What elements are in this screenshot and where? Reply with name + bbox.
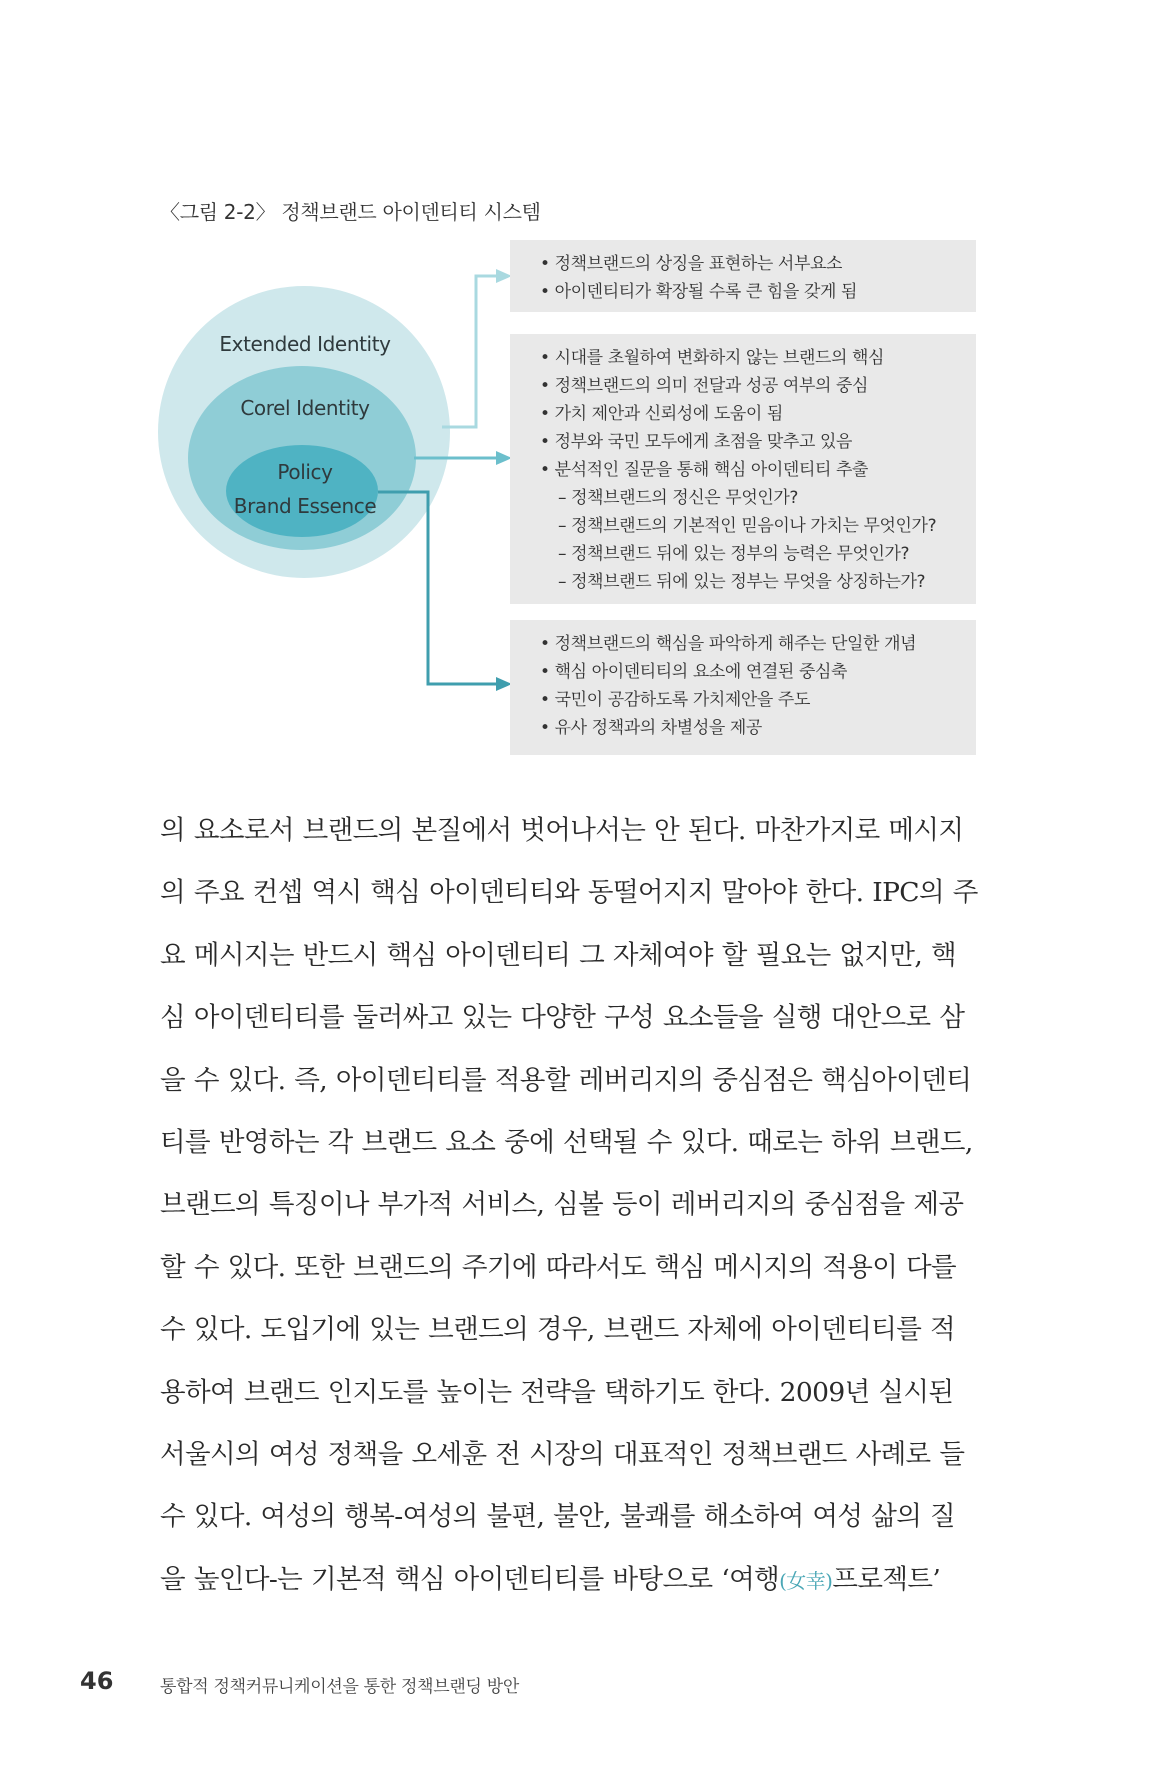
body-line: 의 요소로서 브랜드의 본질에서 벗어나서는 안 된다. 마찬가지로 메시지 (160, 815, 964, 846)
brand-essence-list (540, 630, 962, 742)
list-item: • 정책브랜드의 핵심을 파악하게 해주는 단일한 개념 (540, 634, 917, 654)
extended-identity-box (510, 240, 976, 312)
list-item: • 시대를 초월하여 변화하지 않는 브랜드의 핵심 (540, 348, 885, 368)
list-item: • 정부와 국민 모두에게 초점을 맞추고 있음 (540, 432, 853, 452)
body-line: 심 아이덴티티를 둘러싸고 있는 다양한 구성 요소들을 실행 대안으로 삼 (160, 1002, 965, 1034)
list-item: • 정책브랜드의 의미 전달과 성공 여부의 중심 (540, 376, 869, 396)
body-line: 을 수 있다. 즉, 아이덴티티를 적용할 레버리지의 중심점은 핵심아이덴티 (160, 1064, 972, 1096)
list-item: • 정책브랜드의 상징을 표현하는 서부요소 (540, 254, 843, 274)
list-item: • 핵심 아이덴티티의 요소에 연결된 중심축 (540, 662, 848, 682)
brand-essence-box (510, 620, 976, 755)
list-item: • 분석적인 질문을 통해 핵심 아이덴티티 추출 (540, 460, 869, 480)
brand-essence-label-line1: Policy (277, 460, 333, 484)
figure-caption: 〈그림 2-2〉 정책브랜드 아이덴티티 시스템 (160, 200, 541, 224)
list-item: • 국민이 공감하도록 가치제안을 주도 (540, 690, 810, 710)
body-line: 서울시의 여성 정책을 오세훈 전 시장의 대표적인 정책브랜드 사례로 들 (160, 1439, 965, 1471)
body-line: 용하여 브랜드 인지도를 높이는 전략을 택하기도 한다. 2009년 실시된 (160, 1376, 954, 1408)
core-identity-label: Corel Identity (240, 396, 370, 420)
page-number: 46 (80, 1667, 114, 1695)
brand-essence-label-line2: Brand Essence (233, 494, 377, 518)
body-paragraph (160, 800, 980, 1612)
list-sub-item: – 정책브랜드 뒤에 있는 정부는 무엇을 상징하는가? (558, 572, 926, 592)
list-sub-item: – 정책브랜드의 기본적인 믿음이나 가치는 무엇인가? (558, 516, 937, 536)
list-sub-item: – 정책브랜드의 정신은 무엇인가? (558, 488, 799, 508)
body-line: 할 수 있다. 또한 브랜드의 주기에 따라서도 핵심 메시지의 적용이 다를 (160, 1251, 957, 1283)
body-line: 수 있다. 여성의 행복-여성의 불편, 불안, 불쾌를 해소하여 여성 삶의 질 (160, 1501, 956, 1533)
list-sub-item: – 정책브랜드 뒤에 있는 정부의 능력은 무엇인가? (558, 544, 910, 564)
connector-extended (442, 276, 496, 427)
hanja-annotation: (女幸) (779, 1568, 833, 1593)
running-footer-title: 통합적 정책커뮤니케이션을 통한 정책브랜딩 방안 (160, 1677, 519, 1697)
body-line: 의 주요 컨셉 역시 핵심 아이덴티티와 동떨어지지 말아야 한다. IPC의 주 (160, 877, 978, 909)
core-identity-list (540, 344, 962, 596)
body-text-segment: 을 높인다-는 기본적 핵심 아이덴티티를 바탕으로 ‘여행 (160, 1563, 780, 1595)
list-item: • 가치 제안과 신뢰성에 도움이 됨 (540, 404, 783, 424)
body-line: 티를 반영하는 각 브랜드 요소 중에 선택될 수 있다. 때로는 하위 브랜드, (160, 1127, 973, 1159)
list-item: • 유사 정책과의 차별성을 제공 (540, 718, 762, 738)
extended-identity-label: Extended Identity (219, 332, 391, 356)
body-text-segment: 프로젝트’ (832, 1563, 941, 1595)
body-line: 브랜드의 특징이나 부가적 서비스, 심볼 등이 레버리지의 중심점을 제공 (160, 1189, 964, 1221)
extended-identity-list (540, 250, 962, 306)
body-line: 수 있다. 도입기에 있는 브랜드의 경우, 브랜드 자체에 아이덴티티를 적 (160, 1314, 956, 1346)
body-line: 요 메시지는 반드시 핵심 아이덴티티 그 자체여야 할 필요는 없지만, 핵 (160, 939, 957, 971)
paragraph (160, 800, 980, 1612)
body-line-last (160, 1549, 980, 1612)
core-identity-box (510, 334, 976, 604)
list-item: • 아이덴티티가 확장될 수록 큰 힘을 갖게 됨 (540, 282, 858, 302)
brand-essence-label (215, 455, 395, 523)
